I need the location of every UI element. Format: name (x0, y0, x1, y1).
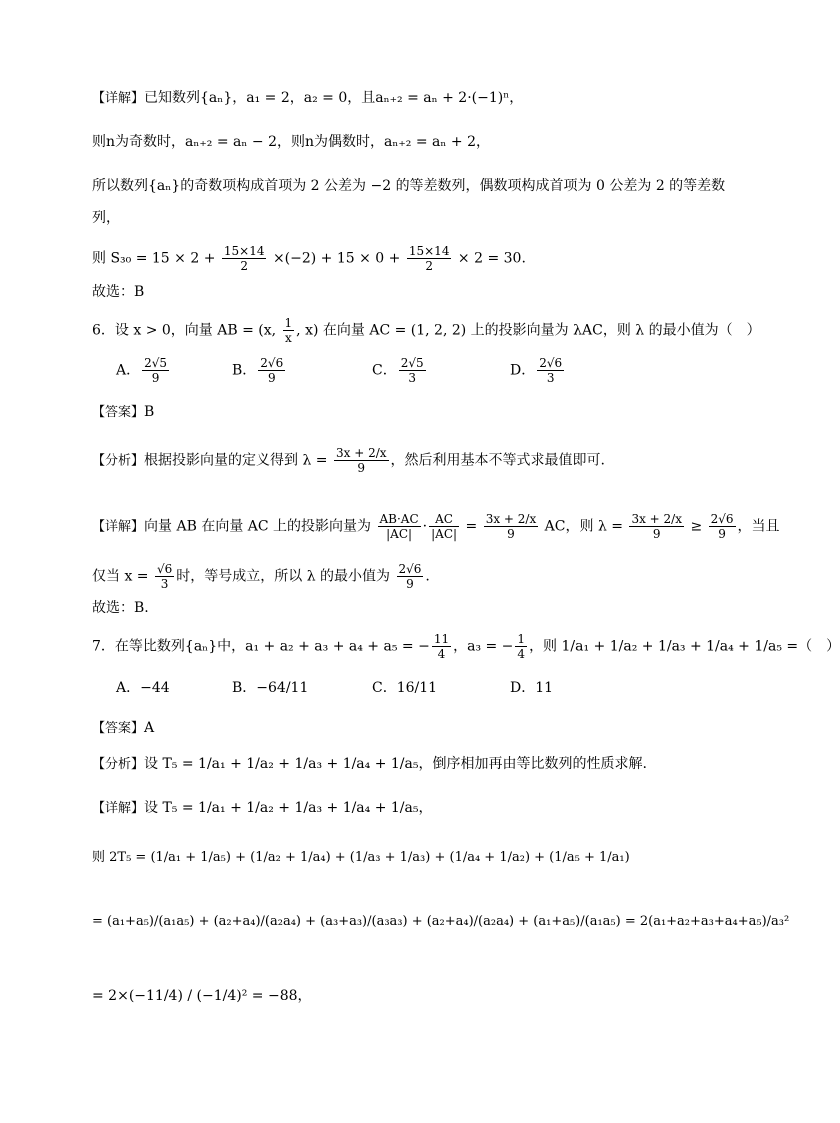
q6-choose: 故选：B. (92, 600, 149, 616)
q6-option-b: B． $\frac{2√6}{9}$ (232, 356, 284, 385)
p5-line3: 所以数列{aₙ}的奇数项构成首项为 2 公差为 −2 的等差数列，偶数项构成首项为 0 公差为 2 的等差数 (92, 178, 726, 194)
q7-detail: 【详解】设 T₅ = 1/a₁ + 1/a₂ + 1/a₃ + 1/a₄ + 1/a₅， (92, 800, 433, 816)
answer-tag: 【答案】 (92, 721, 145, 736)
q6-detail-line2: 仅当 x = $\frac{√6}{3}$ 时，等号成立，所以 λ 的最小值为 $\frac{2√6}{9}$ . (92, 562, 430, 591)
p5-choose: 故选：B (92, 284, 145, 300)
q6-option-d: D． $\frac{2√6}{3}$ (510, 356, 563, 385)
q6-answer-value: B (144, 404, 155, 420)
q6-detail: 【详解】向量 AB 在向量 AC 上的投影向量为 $\frac{AB\cdot AC}{|AC|}$ · $\frac{AC}{|AC|}$ = $\frac{3x + 2/x}{9}$ AC，则 λ = $\frac{3x + 2/x}{9}$ ≥ $\frac{2√6}{9}$ ，当且 (92, 512, 780, 541)
q7-option-b: B．−64/11 (232, 680, 309, 696)
p5-detail-line (92, 88, 523, 109)
q7-option-a: A．−44 (116, 680, 170, 696)
detail-tag: 【详解】 (92, 519, 145, 535)
q6-analysis: 【分析】根据投影向量的定义得到 λ = $\frac{3x + 2/x}{9}$ ，然后利用基本不等式求最值即可. (92, 446, 605, 475)
fraction: $\frac{15\times 14}{2}$ (223, 244, 265, 273)
detail-tag: 【详解】 (92, 801, 145, 816)
q7-stem: 7．在等比数列{aₙ}中，a₁ + a₂ + a₃ + a₄ + a₅ = − $\frac{11}{4}$ ，a₃ = − $\frac{1}{4}$ ，则 1/a₁ + 1/a₂ + 1/a₃ + 1/a₄ + 1/a₅ =（ ） (92, 632, 840, 661)
q6-answer (92, 402, 154, 423)
q7-analysis: 【分析】设 T₅ = 1/a₁ + 1/a₂ + 1/a₃ + 1/a₄ + 1/a₅，倒序相加再由等比数列的性质求解. (92, 756, 647, 772)
fraction: $\frac{1}{x}$ (284, 316, 293, 345)
q6-stem-a: 6．设 x > 0，向量 AB = (x, (92, 322, 281, 339)
p5-line2: 则n为奇数时，aₙ₊₂ = aₙ − 2，则n为偶数时，aₙ₊₂ = aₙ + 2， (92, 134, 490, 150)
answer-tag: 【答案】 (92, 405, 145, 420)
q7-option-d: D．11 (510, 680, 554, 696)
fraction: $\frac{15\times 14}{2}$ (408, 244, 450, 273)
p5-sum-a: 则 S₃₀ = 15 × 2 + (92, 250, 216, 267)
q7-detail-line4: = 2×(−11/4) / (−1/4)² = −88， (92, 988, 312, 1004)
q6-option-a: A． $\frac{2√5}{9}$ (116, 356, 168, 385)
q7-option-c: C．16/11 (372, 680, 438, 696)
p5-line4: 列， (92, 210, 120, 226)
p5-sum-b: ×(−2) + 15 × 0 + (272, 250, 401, 267)
q6-stem-b: , x) 在向量 AC = (1, 2, 2) 上的投影向量为 λAC，则 λ 的最小值为（ ） (296, 322, 761, 339)
analysis-tag: 【分析】 (92, 453, 145, 469)
q7-detail-line2: 则 2T₅ = (1/a₁ + 1/a₅) + (1/a₂ + 1/a₄) + (1/a₃ + 1/a₃) + (1/a₄ + 1/a₂) + (1/a₅ + 1/a₁) (92, 850, 630, 865)
p5-line1: 已知数列{aₙ}，a₁ = 2，a₂ = 0，且aₙ₊₂ = aₙ + 2·(−1)ⁿ， (144, 90, 524, 106)
q6-stem (92, 316, 761, 345)
p5-sum-c: × 2 = 30. (457, 250, 526, 267)
q7-answer: 【答案】A (92, 720, 155, 736)
q6-option-c: C． $\frac{2√5}{3}$ (372, 356, 424, 385)
detail-tag: 【详解】 (92, 91, 145, 106)
q7-detail-line3: = (a₁+a₅)/(a₁a₅) + (a₂+a₄)/(a₂a₄) + (a₃+a₃)/(a₃a₃) + (a₂+a₄)/(a₂a₄) + (a₁+a₅)/(a₁a₅) = 2(a₁+a₂+a₃+a₄+a₅)/a₃² (92, 914, 790, 929)
p5-sum-line (92, 244, 526, 273)
analysis-tag: 【分析】 (92, 757, 145, 772)
